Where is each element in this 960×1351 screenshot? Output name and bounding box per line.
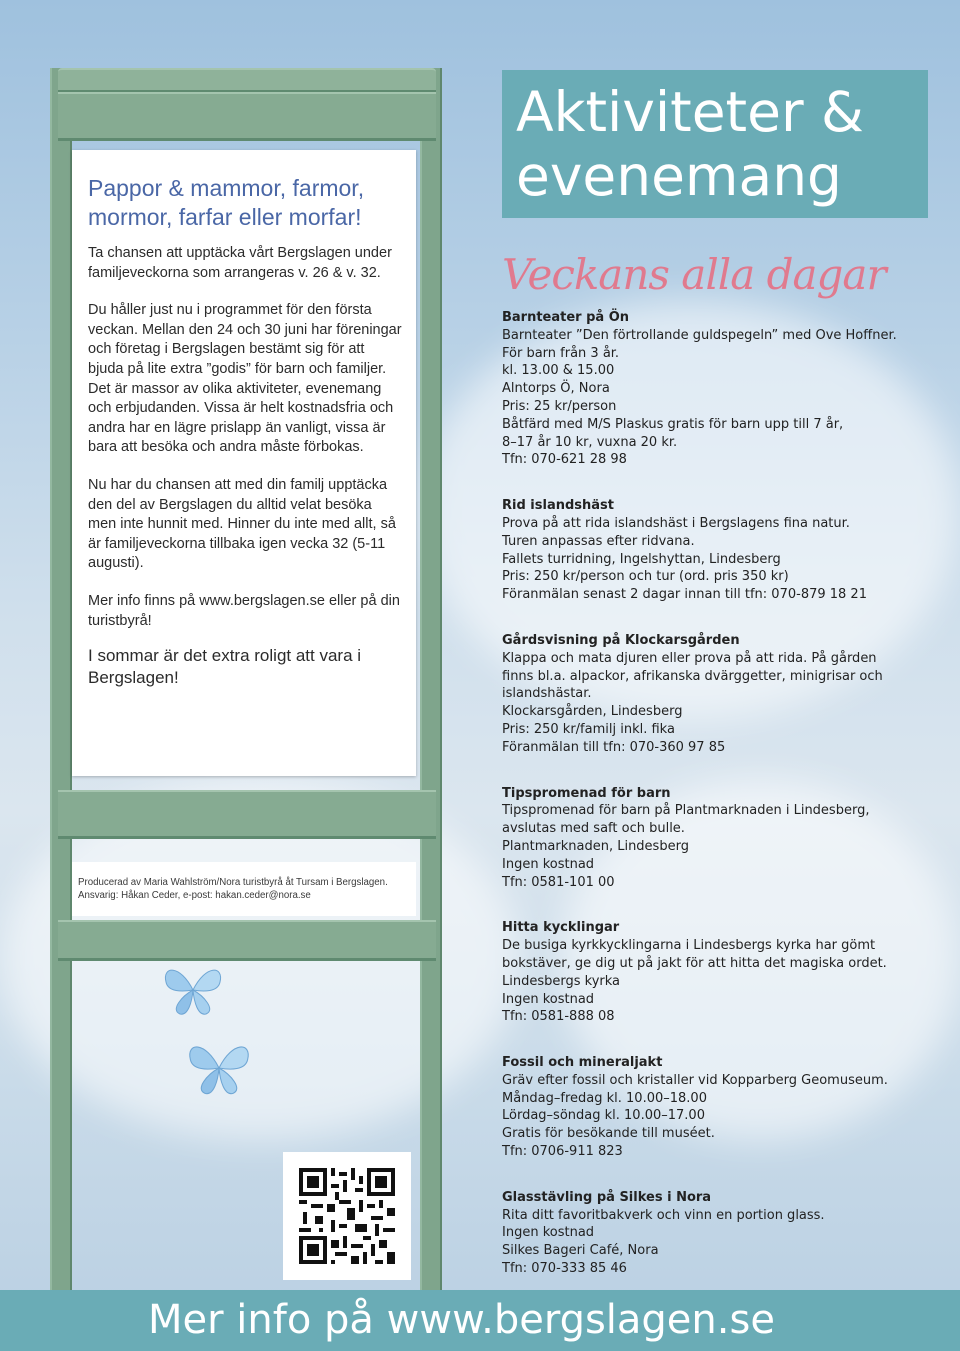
ladder-top [58,68,436,93]
activity-detail: Fallets turridning, Ingelshyttan, Lindesberg [502,551,781,567]
intro-card [72,150,416,776]
activity-detail: Ingen kostnad [502,856,595,872]
activity-detail: Tipspromenad för barn på Plantmarknaden i Lindesberg, [502,803,870,819]
activity-detail: Pris: 250 kr/familj inkl. fika [502,721,675,737]
credits-line: Producerad av Maria Wahlström/Nora turistbyrå åt Tursam i Bergslagen. [78,877,388,888]
activity-detail: Lindesbergs kyrka [502,973,621,989]
activity-detail: 8–17 år 10 kr, vuxna 20 kr. [502,434,678,450]
activity-detail: Ingen kostnad [502,1225,595,1241]
activity-title: Gårdsvisning på Klockarsgården [502,632,740,648]
activity-detail: Tfn: 070-333 85 46 [502,1261,627,1277]
activity-detail: finns bl.a. alpackor, afrikanska dvärggetter, minigrisar och [502,668,883,684]
ladder-rail-right [420,68,442,1290]
activity-detail: avslutas med saft och bulle. [502,821,685,837]
butterfly-icon [184,1036,254,1100]
activity-detail: Föranmälan till tfn: 070-360 97 85 [502,739,726,755]
intro-paragraph: Nu har du chansen att med din familj upptäcka den del av Bergslagen du alltid velat besöka men inte hunnit med. Hinner du inte med allt, så är familjeveckorna tillbaka igen vecka 32 (5-11 augusti). [88,476,396,572]
intro-paragraph: Mer info finns på www.bergslagen.se eller på din turistbyrå! [88,592,400,629]
activity-item [502,309,922,469]
activity-detail: De busiga kyrkkycklingarna i Lindesbergs kyrka har gömt [502,938,876,954]
butterfly-icon [160,960,226,1020]
activity-title: Tipspromenad för barn [502,785,671,801]
intro-paragraph: Ta chansen att upptäcka vårt Bergslagen under familjeveckorna som arrangeras v. 26 & v. 32. [88,245,392,281]
activity-detail: Ingen kostnad [502,991,595,1007]
activity-detail: För barn från 3 år. [502,345,620,361]
activity-detail: Plantmarknaden, Lindesberg [502,838,689,854]
activity-detail: Föranmälan senast 2 dagar innan till tfn: 070-879 18 21 [502,587,867,603]
qr-code-box[interactable] [283,1152,411,1280]
activity-detail: Gratis för besökande till muséet. [502,1126,715,1142]
activity-detail: Tfn: 0581-101 00 [502,874,615,890]
footer-link[interactable]: Mer info på www.bergslagen.se [148,1297,775,1343]
activity-title: Glasstävling på Silkes i Nora [502,1189,712,1205]
section-heading: Veckans alla dagar [502,250,886,299]
ladder-rung [58,92,436,141]
activity-detail: Pris: 25 kr/person [502,398,617,414]
activity-detail: kl. 13.00 & 15.00 [502,363,615,379]
credits-box [72,862,416,916]
ladder-rail-left [50,68,72,1290]
intro-closing: I sommar är det extra roligt att vara i Bergslagen! [88,646,362,688]
page-title: Aktiviteter & [516,80,864,144]
activity-title: Barnteater på Ön [502,310,630,325]
activity-item [502,1189,922,1278]
activity-item [502,1054,922,1161]
activity-detail: Tfn: 070-621 28 98 [502,452,627,468]
ladder-rung [58,790,436,839]
activity-item [502,785,922,892]
activity-item [502,497,922,604]
activity-detail: Båtfärd med M/S Plaskus gratis för barn upp till 7 år, [502,416,844,432]
activity-detail: bokstäver, ge dig ut på jakt för att hitta det magiska ordet. [502,955,887,971]
activity-detail: Rita ditt favoritbakverk och vinn en portion glass. [502,1207,825,1223]
activity-title: Hitta kycklingar [502,920,620,936]
page-title: evenemang [516,144,842,208]
activity-item [502,919,922,1026]
intro-paragraph: Du håller just nu i programmet för den första veckan. Mellan den 24 och 30 juni har föreningar och företag i Bergslagen bestämt sig för att bjuda på lite extra ”godis” för barn och familjer. Det är massor av olika aktiviteter, evenemang och erbjudanden. Vissa är helt kostnadsfria och andra har en lägre prislapp än vanligt, vissa är bara att besöka och andra måste förbokas. [88,302,402,456]
activity-detail: Barnteater ”Den förtrollande guldspegeln” med Ove Hoffner. [502,327,897,343]
intro-heading: Pappor & mammor, farmor, mormor, farfar eller morfar! [88,175,365,230]
ladder-rung [58,920,436,961]
activity-detail: Klappa och mata djuren eller prova på att rida. På gården [502,650,877,666]
activity-detail: Turen anpassas efter ridvana. [502,533,695,549]
activity-detail: Tfn: 0581-888 08 [502,1009,615,1025]
credits-line: Ansvarig: Håkan Ceder, e-post: hakan.ceder@nora.se [78,890,311,901]
activity-detail: Pris: 250 kr/person och tur (ord. pris 350 kr) [502,569,789,585]
header-banner [502,70,928,218]
activity-detail: Gräv efter fossil och kristaller vid Kopparberg Geomuseum. [502,1072,888,1088]
qr-code [299,1168,395,1264]
activity-detail: Prova på att rida islandshäst i Bergslagens fina natur. [502,515,850,531]
activity-item [502,632,922,757]
footer-bar [0,1290,960,1351]
activity-detail: Måndag–fredag kl. 10.00–18.00 [502,1090,707,1106]
activities-list [502,309,922,1306]
activity-title: Fossil och mineraljakt [502,1055,663,1071]
activity-detail: Silkes Bageri Café, Nora [502,1243,659,1259]
activity-detail: Lördag–söndag kl. 10.00–17.00 [502,1108,705,1124]
activity-detail: Tfn: 0706-911 823 [502,1144,623,1160]
activity-detail: islandshästar. [502,686,592,702]
activity-detail: Alntorps Ö, Nora [502,381,610,397]
activity-detail: Klockarsgården, Lindesberg [502,704,683,720]
activity-title: Rid islandshäst [502,498,614,514]
